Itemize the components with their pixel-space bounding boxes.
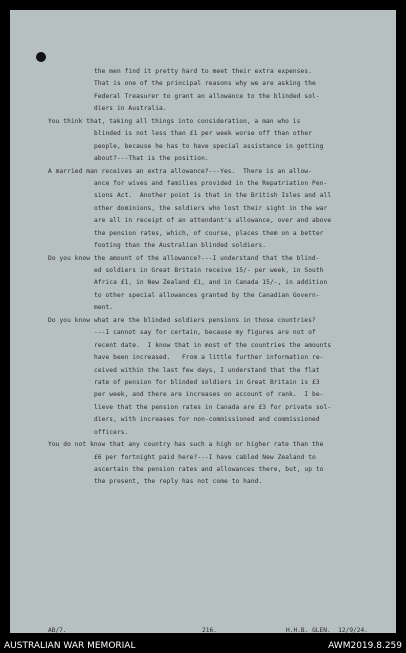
text-line: the men find it pretty hard to meet their extra expenses. [94,68,313,75]
text-line: That is one of the principal reasons why we are asking the [94,80,316,88]
text-line: A married man receives an extra allowance?---Yes. There is an allow- [48,167,312,175]
archive-caption-bar [0,639,406,653]
text-line: the pension rates, which, of course, places them on a better [94,229,324,237]
text-line: £6 per fortnight paid here?---I have cabled New Zealand to [94,453,316,461]
text-line: diers in Australia. [94,105,167,113]
text-line: You think that, taking all things into consideration, a man who is [48,117,301,125]
text-line: about?---That is the position. [94,155,209,163]
text-line: ment. [94,304,114,312]
text-line: footing than the Australian blinded soldiers. [94,242,267,250]
text-line: the present, the reply has not come to hand. [94,478,263,486]
text-line: lieve that the pension rates in Canada are £3 for private sol- [94,403,332,411]
archive-reference: AWM2019.8.259 [328,641,402,651]
text-line: people, because he has to have special assistance in getting [94,142,324,150]
text-line: have been increased. From a little further information re- [94,354,324,362]
text-line: diers, with increases for non-commissioned and commissioned [94,416,320,424]
text-line: officers. [94,428,129,436]
document-page [10,10,396,633]
text-line: Africa £1, in New Zealand £1, and in Canada 15/-, in addition [94,279,328,287]
footer-page-number: 216. [202,627,217,634]
text-line: ceived within the last few days, I understand that the flat [94,366,320,374]
text-line: rate of pension for blinded soldiers in Great Britain is £3 [94,378,320,386]
punch-hole [36,52,46,62]
text-line: per week, and there are increases on account of rank. I be- [94,391,324,399]
text-line: other dominions, the soldiers who lost their sight in the war [94,204,328,212]
text-line: ascertain the pension rates and allowances there, but, up to [94,466,324,473]
text-line: are all in receipt of an attendant's allowance, over and above [94,217,332,225]
text-line: Do you know what are the blinded soldiers pensions in those countries? [48,316,316,324]
text-line: blinded is not less than £1 per week worse off than other [94,130,313,138]
text-line: Federal Treasurer to grant an allowance to the blinded sol- [94,92,320,100]
archive-name: AUSTRALIAN WAR MEMORIAL [4,641,136,651]
text-line: ance for wives and families provided in the Repatriation Pen- [94,179,328,187]
text-line: ---I cannot say for certain, because my figures are not of [94,329,316,337]
document-body [48,66,388,489]
text-line: Do you know the amount of the allowance?---I understand that the blind- [48,254,320,262]
text-line: You do not know that any country has such a high or higher rate than the [48,441,324,449]
text-line: sions Act. Another point is that in the British Isles and all [94,192,332,200]
text-line: ed soldiers in Great Britain receive 15/- per week, in South [94,267,324,274]
footer-reference: AB/7. [48,627,67,634]
text-line: recent date. I know that in most of the countries the amounts [94,341,332,349]
footer-reporter-date: H.H.B. GLEN. 12/9/24. [286,627,368,634]
text-line: to other special allowances granted by the Canadian Govern- [94,291,320,299]
